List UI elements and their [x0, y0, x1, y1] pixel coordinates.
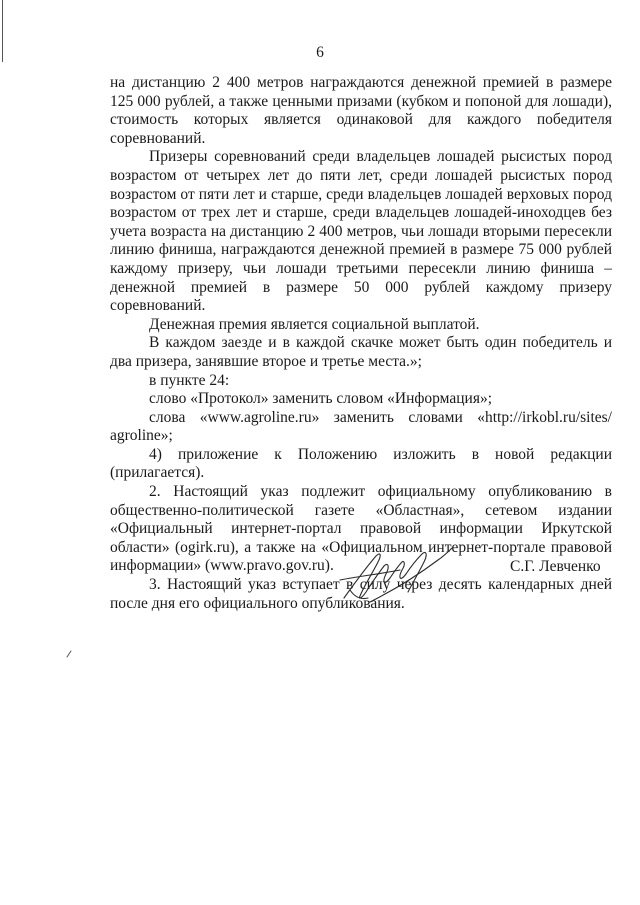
paragraph-replace-url: слова «www.agroline.ru» заменить словами «http://irkobl.ru/sites/ agroline»;	[110, 408, 612, 445]
paragraph-effective-date: 3. Настоящий указ вступает в силу через десять календарных дней после дня его официального опубликования.	[110, 576, 612, 612]
page-number: 6	[316, 44, 324, 61]
paragraph-replace-protocol: слово «Протокол» заменить словом «Информация»;	[149, 390, 493, 408]
stray-mark-icon	[66, 650, 72, 658]
paragraph-point-24: в пункте 24:	[149, 371, 230, 389]
paragraph-award-winners: на дистанцию 2 400 метров награждаются денежной премией в размере 125 000 рублей, а также ценными призами (кубком и попоной для лошади), стоимость которых является одинаковой для каждого победителя соревнований.	[110, 74, 612, 147]
paragraph-appendix: 4) приложение к Положению изложить в новой редакции (прилагается).	[110, 445, 612, 482]
paragraph-social-payment: Денежная премия является социальной выплатой.	[149, 315, 480, 333]
paragraph-each-race: В каждом заезде и в каждой скачке может быть один победитель и два призера, занявшие второе и третье места.»;	[110, 334, 612, 370]
paragraph-publication: 2. Настоящий указ подлежит официальному опубликованию в общественно-политической газете «Областная», сетевом издании «Официальный интернет-портал правовой информации Иркутской области» (ogirk.ru), а также на «Официальном интернет-портале правовой информации» (www.pravo.gov.ru).	[110, 483, 612, 575]
document-body	[110, 74, 612, 613]
signature-block	[330, 540, 620, 610]
signer-name: С.Г. Левченко	[510, 558, 601, 575]
handwritten-signature-icon	[330, 540, 460, 610]
paragraph-prize-winners: Призеры соревнований среди владельцев лошадей рысистых пород возрастом от четырех лет до пяти лет, среди лошадей рысистых пород возрастом от пяти лет и старше, среди владельцев лошадей верховых пород возрастом от трех лет и старше, среди владельцев лошадей-иноходцев без учета возраста на дистанцию 2 400 метров, чьи лошади вторыми пересекли линию финиша, награждаются денежной премией в размере 75 000 рублей каждому призеру, чьи лошади третьими пересекли линию финиша – денежной премией в размере 50 000 рублей каждому призеру соревнований.	[110, 148, 612, 315]
